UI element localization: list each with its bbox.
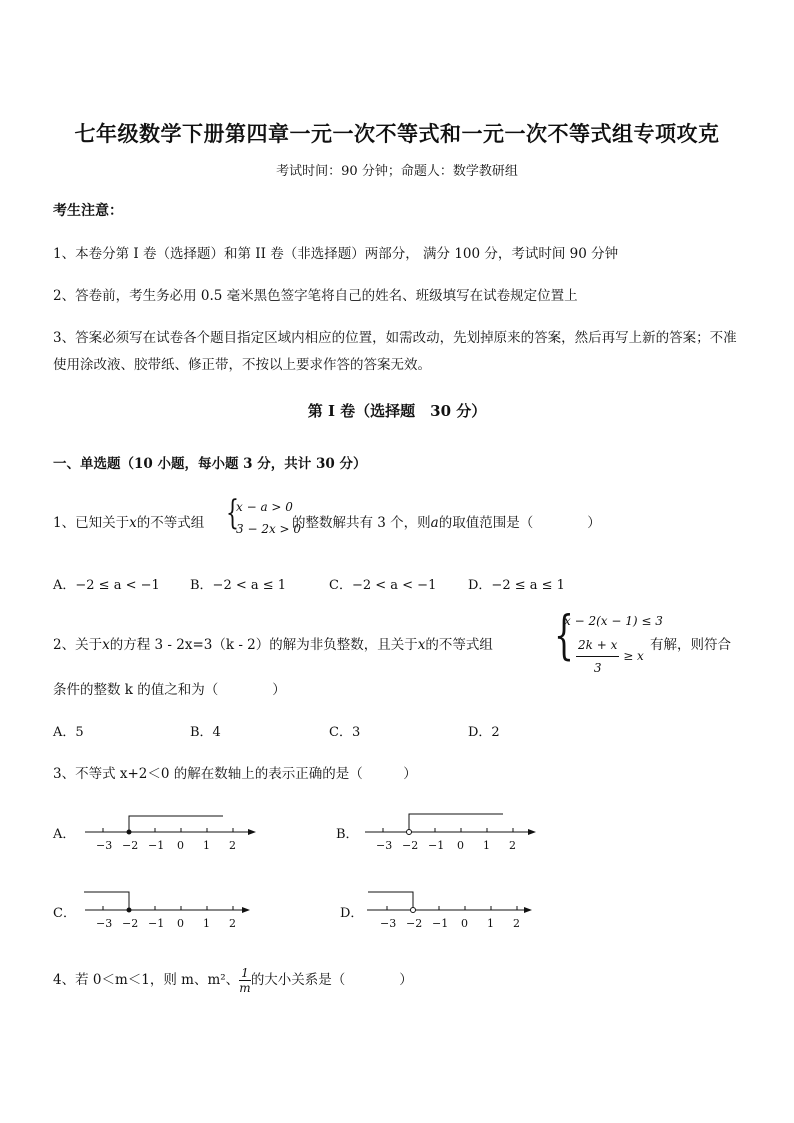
question-4	[53, 966, 413, 995]
q2-option-b[interactable]: B．4	[190, 725, 221, 740]
q3-a-tick-0: 0	[177, 839, 184, 852]
q3-c-tick-2: 2	[229, 917, 236, 929]
q3-d-tick-m2: −2	[406, 917, 423, 929]
q3-b-tick-m3: −3	[376, 839, 393, 852]
q2-option-d[interactable]: D．2	[468, 725, 500, 740]
q2-prefix: 2、关于	[53, 637, 103, 653]
q1-option-b[interactable]: B．−2 < a ≤ 1	[190, 578, 287, 593]
q2-system-line1: x − 2(x − 1) ≤ 3	[564, 614, 663, 628]
q3-option-a-label[interactable]: A．	[53, 827, 76, 842]
q3-b-open-dot	[407, 830, 412, 835]
q2-system-line2	[576, 634, 644, 679]
q3-b-tick-m2: −2	[402, 839, 419, 852]
q3-a-tick-1: 1	[203, 839, 210, 852]
q3-b-tick-1: 1	[483, 839, 490, 852]
q3-b-tick-0: 0	[457, 839, 464, 852]
q3-b-tick-m1: −1	[428, 839, 445, 852]
q1-var-a: a	[430, 515, 439, 531]
question-3: 3、不等式 x+2＜0 的解在数轴上的表示正确的是（ ）	[53, 766, 417, 782]
q2-equation: 的方程 3 - 2x=3（k - 2）的解为非负整数，且关于	[109, 637, 418, 653]
q1-brace: {	[226, 493, 239, 533]
q3-number-line-d[interactable]	[362, 884, 542, 929]
q2-mid: 的不等式组	[425, 637, 493, 653]
section-heading: 一、单选题（10 小题，每小题 3 分，共计 30 分）	[53, 456, 367, 472]
q1-suffix	[292, 511, 601, 531]
q3-a-tick-m1: −1	[148, 839, 165, 852]
q3-option-b-label[interactable]: B．	[336, 827, 359, 842]
q2-fraction	[576, 634, 619, 679]
q3-d-tick-2: 2	[513, 917, 520, 929]
question-1	[53, 511, 204, 531]
notice-heading: 考生注意：	[53, 203, 123, 219]
q2-var2: x	[417, 637, 426, 653]
q1-option-a[interactable]: A．−2 ≤ a < −1	[53, 578, 160, 593]
section-title: 第 I 卷（选择题 30 分）	[307, 402, 487, 420]
q2-option-c[interactable]: C．3	[329, 725, 361, 740]
notice-item-2: 2、答卷前，考生务必用 0.5 毫米黑色签字笔将自己的姓名、班级填写在试卷规定位置上	[53, 288, 578, 304]
q3-a-tick-2: 2	[229, 839, 236, 852]
q3-c-tick-0: 0	[177, 917, 184, 929]
q1-suffix-text: 的整数解共有 3 个，则	[292, 515, 431, 531]
q3-option-c-label[interactable]: C．	[53, 906, 76, 921]
q3-c-tick-1: 1	[203, 917, 210, 929]
q1-prefix: 1、已知关于	[53, 515, 130, 531]
q3-d-tick-1: 1	[487, 917, 494, 929]
q2-option-a[interactable]: A．5	[53, 725, 84, 740]
q2-var: x	[102, 637, 110, 653]
q3-d-tick-m1: −1	[432, 917, 449, 929]
q3-d-tick-m3: −3	[380, 917, 397, 929]
q2-frac-num: 2k + x	[576, 634, 619, 657]
page-title: 七年级数学下册第四章一元一次不等式和一元一次不等式组专项攻克	[74, 121, 720, 146]
q1-option-c[interactable]: C．−2 < a < −1	[329, 578, 437, 593]
q3-d-tick-0: 0	[461, 917, 468, 929]
notice-item-1: 1、本卷分第 I 卷（选择题）和第 II 卷（非选择题）两部分， 满分 100 分，考试时间 90 分钟	[53, 246, 619, 262]
q3-a-ticks	[103, 828, 233, 832]
q3-a-tick-m2: −2	[122, 839, 139, 852]
q3-b-tick-2: 2	[509, 839, 516, 852]
q3-number-line-c[interactable]	[80, 884, 260, 929]
q4-fraction	[239, 966, 251, 995]
q3-number-line-a[interactable]	[80, 808, 260, 853]
q1-var: x	[129, 515, 137, 531]
q3-a-tick-m3: −3	[96, 839, 113, 852]
exam-info: 考试时间：90 分钟；命题人：数学教研组	[276, 164, 518, 179]
q3-c-tick-m2: −2	[122, 917, 139, 929]
q3-option-d-label[interactable]: D．	[340, 906, 364, 921]
q4-frac-num: 1	[241, 966, 249, 980]
q1-option-d[interactable]: D．−2 ≤ a ≤ 1	[468, 578, 565, 593]
q2-brace: {	[554, 606, 574, 666]
q3-c-solid-dot	[127, 908, 132, 913]
q1-system-line1: x − a > 0	[236, 500, 293, 514]
q2-line2: 条件的整数 k 的值之和为（ ）	[53, 682, 286, 698]
q3-c-tick-m3: −3	[96, 917, 113, 929]
q4-suffix: 的大小关系是（ ）	[250, 972, 413, 988]
q3-d-open-dot	[411, 908, 416, 913]
q4-prefix: 4、若 0＜m＜1，则 m、m²、	[53, 972, 240, 988]
question-2	[53, 633, 493, 653]
notice-item-3: 3、答案必须写在试卷各个题目指定区域内相应的位置，如需改动，先划掉原来的答案，然后再写上新的答案；不准使用涂改液、胶带纸、修正带，不按以上要求作答的答案无效。	[53, 330, 737, 373]
q1-system-line2: 3 − 2x > 0	[236, 522, 302, 536]
q1-mid: 的不等式组	[136, 515, 205, 531]
q2-frac-rel: ≥ x	[623, 649, 644, 663]
q4-frac-den: m	[239, 981, 251, 995]
q3-c-tick-m1: −1	[148, 917, 165, 929]
q2-frac-den: 3	[593, 661, 602, 675]
q1-suffix-end: 的取值范围是（ ）	[438, 515, 601, 531]
q2-suffix: 有解，则符合	[650, 637, 731, 653]
q3-number-line-b[interactable]	[360, 808, 540, 853]
q3-a-solid-dot	[127, 830, 132, 835]
